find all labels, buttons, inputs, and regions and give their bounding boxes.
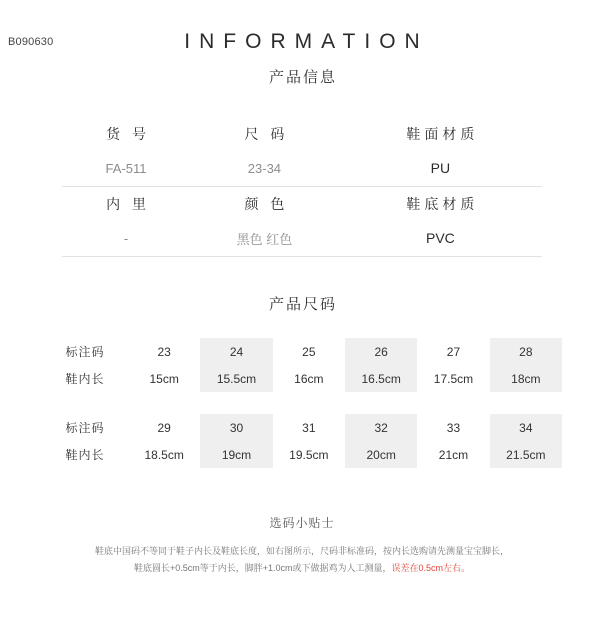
info-label-row-1: [62, 117, 542, 151]
size-inner-2-1: 19cm: [200, 441, 272, 468]
info-label-lining: 内 里: [106, 196, 150, 212]
info-value-lining: -: [123, 230, 129, 246]
info-value-size: 23-34: [247, 160, 282, 176]
info-label-sole-material: 鞋底材质: [406, 196, 479, 212]
size-inner-1-5: 18cm: [490, 365, 562, 392]
info-value-sole-material: PVC: [425, 230, 455, 246]
size-row-label-marked-1: 标注码: [65, 345, 105, 359]
size-table-gap: [42, 392, 562, 414]
divider-line: [62, 255, 542, 257]
size-marked-1-0: 23: [157, 344, 171, 359]
info-label-upper-material: 鞋面材质: [406, 126, 479, 142]
size-inner-1-0: 15cm: [149, 371, 179, 386]
size-row-label-inner-1: 鞋内长: [65, 372, 105, 386]
tips-line-2-text: 鞋底圆长+0.5cm等于内长，脚胖+1.0cm或下做据鸡为人工测量，: [133, 563, 392, 574]
size-marked-2-5: 34: [490, 414, 562, 441]
size-inner-2-3: 20cm: [345, 441, 417, 468]
size-row-label-marked-2: 标注码: [65, 421, 105, 435]
size-marked-2-4: 33: [446, 420, 461, 435]
size-inner-1-4: 17.5cm: [433, 371, 474, 386]
size-marked-1-3: 26: [345, 338, 417, 365]
info-value-color: 黑色 红色: [236, 231, 293, 247]
tips-body: [67, 543, 537, 577]
size-marked-2-1: 30: [200, 414, 272, 441]
info-value-upper-material: PU: [430, 160, 451, 176]
page-title-cn: 产品信息: [268, 69, 337, 86]
tips-line-1: 鞋底中国码不等同于鞋子内长及鞋底长度，如右图所示，尺码非标准码，按内长选购请先测量宝宝脚长，: [94, 546, 509, 556]
size-inner-2-0: 18.5cm: [144, 447, 184, 462]
size-inner-1-2: 16cm: [294, 371, 324, 386]
product-info-page: [0, 30, 604, 626]
product-info-table: [62, 117, 542, 257]
info-value-row-2: [62, 221, 542, 255]
corner-code: B090630: [8, 36, 54, 48]
table-row: [42, 441, 562, 468]
info-value-item-code: FA-511: [105, 160, 147, 176]
size-section-title: 产品尺码: [268, 296, 337, 313]
table-row: [42, 365, 562, 392]
table-row: [42, 338, 562, 365]
size-table-block-2: [42, 414, 562, 468]
size-inner-2-5: 21.5cm: [490, 441, 562, 468]
size-tables-wrapper: [42, 338, 562, 468]
tips-highlight: 误差在0.5cm左右。: [391, 563, 471, 574]
size-inner-1-3: 16.5cm: [345, 365, 417, 392]
info-label-item-code: 货 号: [106, 126, 150, 142]
table-row: [42, 414, 562, 441]
size-marked-1-1: 24: [200, 338, 272, 365]
size-inner-2-2: 19.5cm: [289, 447, 329, 462]
tips-title: 选码小贴士: [269, 516, 335, 530]
size-marked-2-2: 31: [302, 420, 316, 435]
info-label-row-2: [62, 187, 542, 222]
info-label-color: 颜 色: [244, 196, 289, 212]
size-row-label-inner-2: 鞋内长: [65, 448, 105, 462]
size-marked-1-2: 25: [302, 344, 316, 359]
info-label-size: 尺 码: [244, 126, 289, 142]
tips-line-2: [67, 560, 537, 577]
size-marked-1-5: 28: [490, 338, 562, 365]
page-title-en: INFORMATION: [184, 30, 429, 53]
size-marked-2-3: 32: [345, 414, 417, 441]
size-inner-1-1: 15.5cm: [200, 365, 272, 392]
size-table-block-1: [42, 338, 562, 392]
info-value-row-1: [62, 151, 542, 185]
info-divider-2: [62, 255, 542, 257]
size-inner-2-4: 21cm: [438, 447, 469, 462]
size-marked-2-0: 29: [157, 420, 171, 435]
size-marked-1-4: 27: [446, 344, 461, 359]
